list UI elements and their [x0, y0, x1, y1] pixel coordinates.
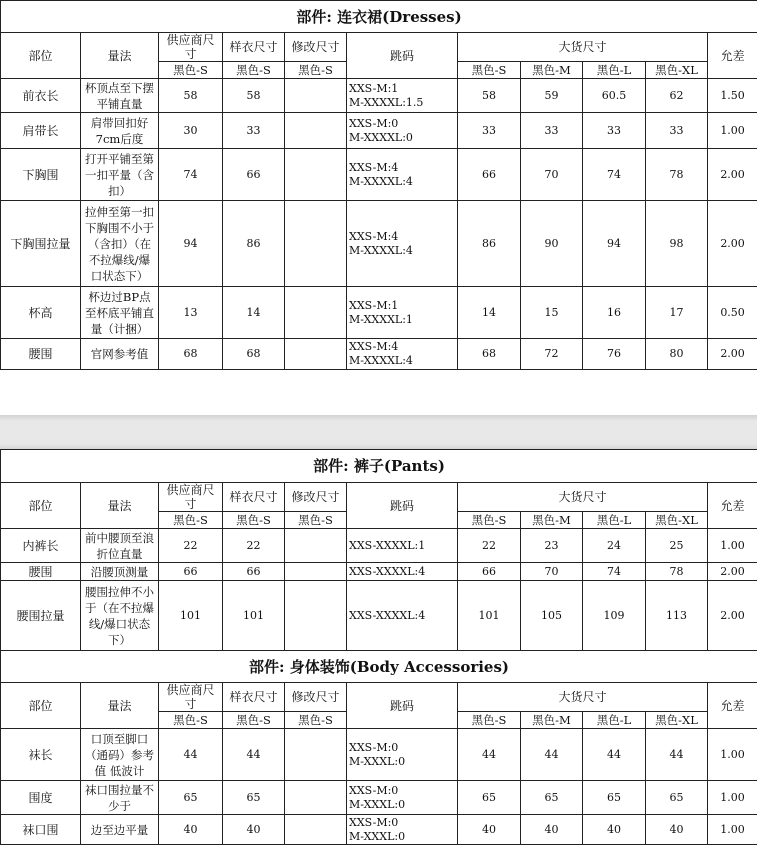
- row-part: 腰围: [1, 563, 81, 581]
- page-gap: [0, 415, 757, 449]
- row-tolerance: 0.50: [708, 287, 757, 339]
- row-method: 前中腰顶至浪折位直量: [81, 529, 159, 563]
- header-size: 黑色-S: [159, 512, 223, 529]
- row-method: 袜口围拉量不少于: [81, 781, 159, 815]
- row-sample: 40: [223, 815, 285, 845]
- grading-line: XXS-M:4: [349, 230, 457, 244]
- row-size-m: 72: [521, 339, 583, 370]
- row-part: 下胸围拉量: [1, 201, 81, 287]
- row-size-l: 16: [583, 287, 646, 339]
- row-size-m: 70: [521, 149, 583, 201]
- row-size-s: 66: [458, 563, 521, 581]
- row-revised: [285, 149, 347, 201]
- row-size-m: 15: [521, 287, 583, 339]
- spec-sheet-dresses: [0, 0, 757, 370]
- header-size: 黑色-S: [159, 712, 223, 729]
- header-size-l: 黑色-L: [583, 512, 646, 529]
- row-revised: [285, 729, 347, 781]
- row-method: 拉伸至第一扣下胸围不小于（含扣）（在不拉爆线/爆口状态下）: [81, 201, 159, 287]
- grading-line: M-XXXXL:4: [349, 244, 457, 258]
- row-method: 杯边过BP点至杯底平铺直量（计捆）: [81, 287, 159, 339]
- header-part: 部位: [1, 483, 81, 529]
- table-row: [1, 149, 757, 201]
- row-method: 肩带回扣好7cm后度: [81, 113, 159, 149]
- row-revised: [285, 563, 347, 581]
- row-part: 杯高: [1, 287, 81, 339]
- row-tolerance: 1.00: [708, 729, 757, 781]
- grading-line: M-XXXXL:4: [349, 354, 457, 368]
- grading-line: M-XXXL:0: [349, 830, 457, 844]
- row-sample: 65: [223, 781, 285, 815]
- row-part: 围度: [1, 781, 81, 815]
- grading-line: M-XXXXL:1.5: [349, 96, 457, 110]
- row-grading: [347, 781, 458, 815]
- row-method: 口顶至脚口（通码）参考值 低波计: [81, 729, 159, 781]
- row-supplier: 74: [159, 149, 223, 201]
- row-tolerance: 1.00: [708, 781, 757, 815]
- row-size-xl: 44: [646, 729, 708, 781]
- row-grading: [347, 339, 458, 370]
- row-sample: 44: [223, 729, 285, 781]
- row-part: 内裤长: [1, 529, 81, 563]
- header-size-xl: 黑色-XL: [646, 62, 708, 79]
- row-tolerance: 2.00: [708, 581, 757, 651]
- header-size: 黑色-S: [223, 62, 285, 79]
- grading-line: XXS-M:0: [349, 816, 457, 830]
- header-revised: 修改尺寸: [285, 483, 347, 512]
- row-grading: [347, 729, 458, 781]
- row-supplier: 101: [159, 581, 223, 651]
- row-supplier: 44: [159, 729, 223, 781]
- row-size-m: 90: [521, 201, 583, 287]
- header-size-m: 黑色-M: [521, 712, 583, 729]
- row-tolerance: 1.00: [708, 113, 757, 149]
- grading-line: XXS-M:0: [349, 741, 457, 755]
- row-supplier: 66: [159, 563, 223, 581]
- dresses-table: [0, 0, 757, 370]
- header-size-xl: 黑色-XL: [646, 712, 708, 729]
- grading-line: XXS-M:0: [349, 784, 457, 798]
- row-size-xl: 17: [646, 287, 708, 339]
- header-size-s: 黑色-S: [458, 712, 521, 729]
- row-size-l: 74: [583, 563, 646, 581]
- row-size-m: 44: [521, 729, 583, 781]
- row-part: 腰围拉量: [1, 581, 81, 651]
- row-grading: [347, 201, 458, 287]
- row-grading: [347, 149, 458, 201]
- row-size-s: 33: [458, 113, 521, 149]
- row-size-s: 86: [458, 201, 521, 287]
- row-size-s: 65: [458, 781, 521, 815]
- row-size-xl: 113: [646, 581, 708, 651]
- row-size-xl: 40: [646, 815, 708, 845]
- row-revised: [285, 287, 347, 339]
- grading-line: M-XXXXL:0: [349, 131, 457, 145]
- row-sample: 14: [223, 287, 285, 339]
- row-part: 袜长: [1, 729, 81, 781]
- header-grading: 跳码: [347, 483, 458, 529]
- row-revised: [285, 815, 347, 845]
- row-supplier: 65: [159, 781, 223, 815]
- header-method: 量法: [81, 483, 159, 529]
- header-sample: 样衣尺寸: [223, 483, 285, 512]
- table-row: [1, 79, 757, 113]
- row-size-m: 23: [521, 529, 583, 563]
- row-size-xl: 98: [646, 201, 708, 287]
- section-title: 部件: 身体装饰(Body Accessories): [1, 651, 757, 683]
- row-size-xl: 78: [646, 149, 708, 201]
- row-size-s: 44: [458, 729, 521, 781]
- row-size-m: 65: [521, 781, 583, 815]
- header-part: 部位: [1, 683, 81, 729]
- row-revised: [285, 201, 347, 287]
- row-revised: [285, 781, 347, 815]
- row-supplier: 68: [159, 339, 223, 370]
- row-size-l: 76: [583, 339, 646, 370]
- header-size: 黑色-S: [285, 512, 347, 529]
- header-tolerance: 允差: [708, 483, 757, 529]
- row-size-xl: 65: [646, 781, 708, 815]
- row-sample: 101: [223, 581, 285, 651]
- table-row: [1, 287, 757, 339]
- row-size-l: 94: [583, 201, 646, 287]
- header-size-l: 黑色-L: [583, 62, 646, 79]
- table-row: [1, 201, 757, 287]
- header-size: 黑色-S: [285, 712, 347, 729]
- row-tolerance: 2.00: [708, 201, 757, 287]
- grading-line: M-XXXL:0: [349, 755, 457, 769]
- row-revised: [285, 339, 347, 370]
- table-row: [1, 113, 757, 149]
- row-tolerance: 2.00: [708, 149, 757, 201]
- table-row: [1, 781, 757, 815]
- row-size-m: 33: [521, 113, 583, 149]
- header-revised: 修改尺寸: [285, 33, 347, 62]
- grading-line: XXS-M:4: [349, 340, 457, 354]
- row-grading: XXS-XXXXL:4: [347, 563, 458, 581]
- row-part: 下胸围: [1, 149, 81, 201]
- grading-line: M-XXXXL:1: [349, 313, 457, 327]
- header-bulk: 大货尺寸: [458, 483, 708, 512]
- row-sample: 68: [223, 339, 285, 370]
- grading-line: XXS-M:1: [349, 82, 457, 96]
- grading-line: XXS-M:0: [349, 117, 457, 131]
- grading-line: XXS-M:4: [349, 161, 457, 175]
- header-size-s: 黑色-S: [458, 62, 521, 79]
- row-method: 腰围拉伸不小于（在不拉爆线/爆口状态下）: [81, 581, 159, 651]
- row-size-l: 33: [583, 113, 646, 149]
- row-size-xl: 80: [646, 339, 708, 370]
- row-size-s: 101: [458, 581, 521, 651]
- header-method: 量法: [81, 683, 159, 729]
- header-grading: 跳码: [347, 33, 458, 79]
- row-size-l: 65: [583, 781, 646, 815]
- row-method: 杯顶点至下摆平铺直量: [81, 79, 159, 113]
- header-sample: 样衣尺寸: [223, 33, 285, 62]
- row-method: 边至边平量: [81, 815, 159, 845]
- row-size-s: 40: [458, 815, 521, 845]
- pants-table: [0, 449, 757, 845]
- header-bulk: 大货尺寸: [458, 683, 708, 712]
- row-grading: XXS-XXXXL:1: [347, 529, 458, 563]
- header-revised: 修改尺寸: [285, 683, 347, 712]
- row-size-l: 44: [583, 729, 646, 781]
- row-part: 腰围: [1, 339, 81, 370]
- row-part: 前衣长: [1, 79, 81, 113]
- row-sample: 66: [223, 563, 285, 581]
- row-size-s: 58: [458, 79, 521, 113]
- row-tolerance: 1.00: [708, 815, 757, 845]
- table-row: [1, 529, 757, 563]
- header-sample: 样衣尺寸: [223, 683, 285, 712]
- row-revised: [285, 79, 347, 113]
- header-size-l: 黑色-L: [583, 712, 646, 729]
- grading-line: M-XXXXL:4: [349, 175, 457, 189]
- row-supplier: 22: [159, 529, 223, 563]
- row-tolerance: 2.00: [708, 563, 757, 581]
- row-size-m: 70: [521, 563, 583, 581]
- row-tolerance: 1.50: [708, 79, 757, 113]
- row-supplier: 40: [159, 815, 223, 845]
- header-size-xl: 黑色-XL: [646, 512, 708, 529]
- header-size: 黑色-S: [223, 712, 285, 729]
- header-size-m: 黑色-M: [521, 512, 583, 529]
- row-part: 袜口围: [1, 815, 81, 845]
- table-row: [1, 581, 757, 651]
- section-title: 部件: 连衣裙(Dresses): [1, 1, 757, 33]
- row-sample: 86: [223, 201, 285, 287]
- header-grading: 跳码: [347, 683, 458, 729]
- row-size-l: 60.5: [583, 79, 646, 113]
- row-size-xl: 78: [646, 563, 708, 581]
- row-sample: 33: [223, 113, 285, 149]
- row-tolerance: 1.00: [708, 529, 757, 563]
- row-sample: 58: [223, 79, 285, 113]
- row-size-xl: 62: [646, 79, 708, 113]
- row-grading: [347, 79, 458, 113]
- table-row: [1, 729, 757, 781]
- row-size-l: 74: [583, 149, 646, 201]
- header-size-s: 黑色-S: [458, 512, 521, 529]
- row-grading: XXS-XXXXL:4: [347, 581, 458, 651]
- row-size-s: 14: [458, 287, 521, 339]
- table-row: [1, 815, 757, 845]
- row-grading: [347, 287, 458, 339]
- row-supplier: 94: [159, 201, 223, 287]
- row-grading: [347, 815, 458, 845]
- row-size-xl: 25: [646, 529, 708, 563]
- row-size-s: 22: [458, 529, 521, 563]
- row-supplier: 58: [159, 79, 223, 113]
- grading-line: M-XXXL:0: [349, 798, 457, 812]
- spec-sheet-pants-accessories: [0, 449, 757, 845]
- header-tolerance: 允差: [708, 33, 757, 79]
- header-size-m: 黑色-M: [521, 62, 583, 79]
- row-size-l: 40: [583, 815, 646, 845]
- row-revised: [285, 529, 347, 563]
- header-supplier: 供应商尺寸: [159, 33, 223, 62]
- row-size-m: 59: [521, 79, 583, 113]
- row-grading: [347, 113, 458, 149]
- row-tolerance: 2.00: [708, 339, 757, 370]
- row-revised: [285, 581, 347, 651]
- header-size: 黑色-S: [285, 62, 347, 79]
- row-size-l: 109: [583, 581, 646, 651]
- row-size-m: 40: [521, 815, 583, 845]
- row-size-s: 66: [458, 149, 521, 201]
- header-supplier: 供应商尺寸: [159, 483, 223, 512]
- grading-line: XXS-M:1: [349, 299, 457, 313]
- row-size-xl: 33: [646, 113, 708, 149]
- section-title: 部件: 裤子(Pants): [1, 450, 757, 483]
- header-size: 黑色-S: [223, 512, 285, 529]
- table-row: [1, 563, 757, 581]
- row-part: 肩带长: [1, 113, 81, 149]
- row-size-s: 68: [458, 339, 521, 370]
- row-size-l: 24: [583, 529, 646, 563]
- header-supplier: 供应商尺寸: [159, 683, 223, 712]
- row-revised: [285, 113, 347, 149]
- row-method: 打开平铺至第一扣平量（含扣）: [81, 149, 159, 201]
- header-method: 量法: [81, 33, 159, 79]
- header-part: 部位: [1, 33, 81, 79]
- header-size: 黑色-S: [159, 62, 223, 79]
- row-size-m: 105: [521, 581, 583, 651]
- row-supplier: 13: [159, 287, 223, 339]
- row-sample: 66: [223, 149, 285, 201]
- table-row: [1, 339, 757, 370]
- header-tolerance: 允差: [708, 683, 757, 729]
- header-bulk: 大货尺寸: [458, 33, 708, 62]
- row-method: 官网参考值: [81, 339, 159, 370]
- row-method: 沿腰顶测量: [81, 563, 159, 581]
- row-supplier: 30: [159, 113, 223, 149]
- row-sample: 22: [223, 529, 285, 563]
